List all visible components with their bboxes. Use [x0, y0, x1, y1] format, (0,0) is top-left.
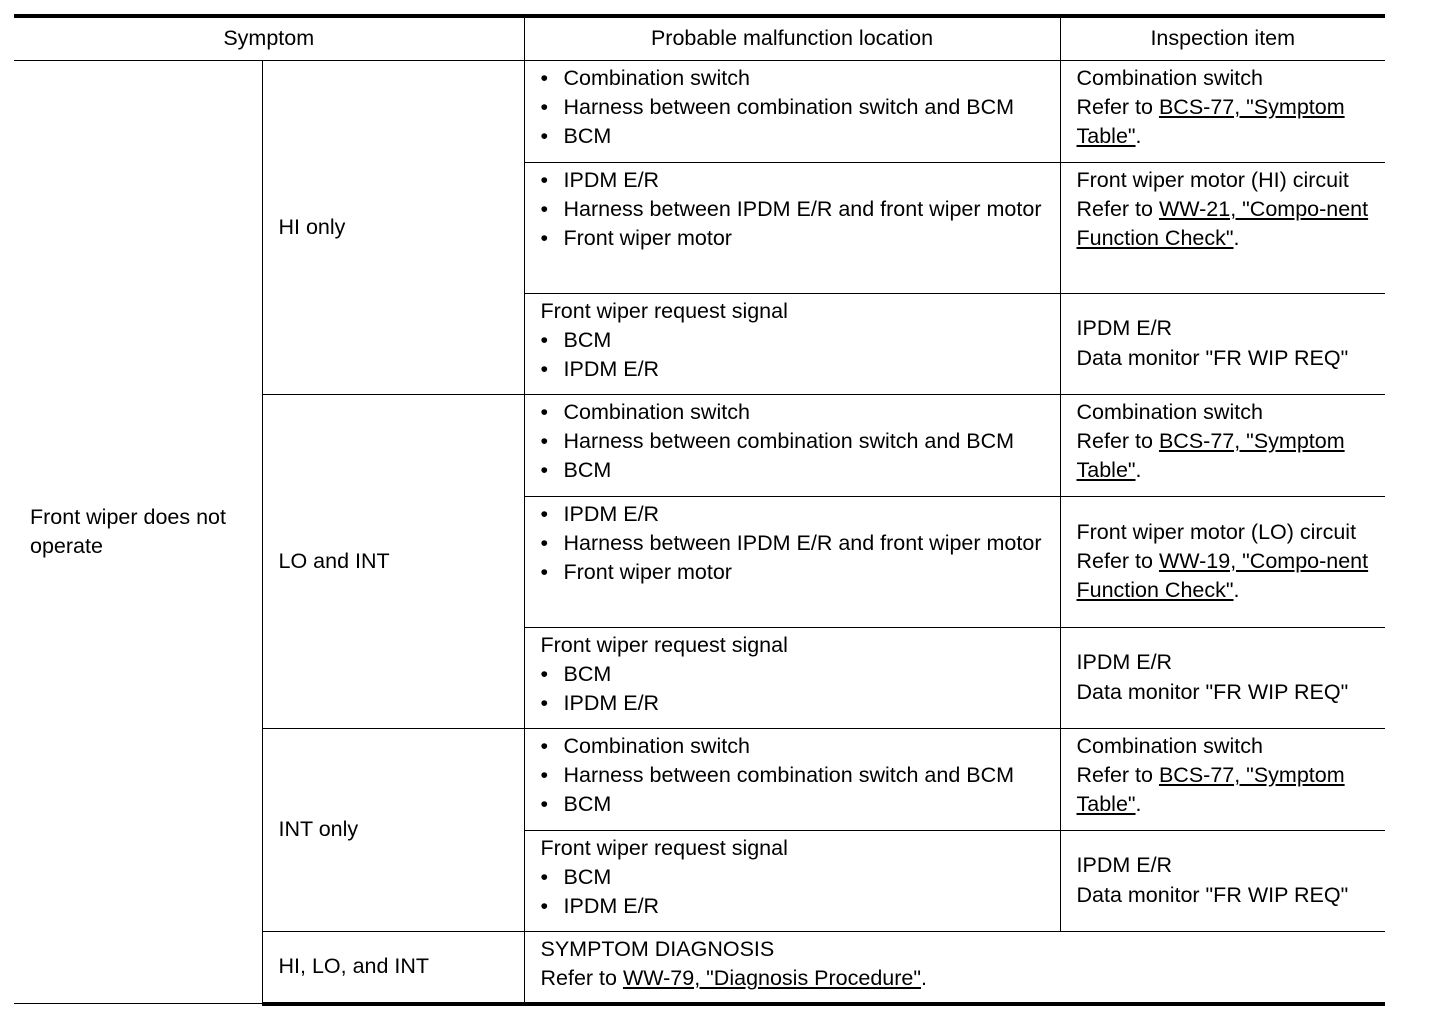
- refer-suffix: .: [1233, 226, 1240, 251]
- diagnosis-refer: [541, 964, 1380, 993]
- inspection-cell: [1060, 628, 1385, 729]
- inspection-title: IPDM E/R: [1076, 650, 1173, 675]
- condition-cell: HI, LO, and INT: [262, 932, 524, 1004]
- inspection-title: Combination switch: [1076, 734, 1263, 758]
- location-cell: [524, 294, 1060, 395]
- list-item: • Harness between combination switch and BCM: [541, 427, 1054, 456]
- list-item: • Harness between IPDM E/R and front wiper motor: [541, 529, 1054, 558]
- reference-link[interactable]: BCS-77, "Symptom Table": [1076, 763, 1345, 817]
- header-inspection: Inspection item: [1060, 16, 1385, 61]
- refer-suffix: .: [1135, 124, 1142, 149]
- symptom-table: [14, 14, 1385, 1006]
- list-item: • Combination switch: [541, 398, 1054, 427]
- inspection-refer: [1077, 761, 1382, 819]
- location-list: [541, 64, 1054, 152]
- location-intro: Front wiper request signal: [540, 836, 788, 860]
- inspection-detail: Data monitor "FR WIP REQ": [1076, 882, 1349, 907]
- location-cell: [524, 628, 1060, 729]
- list-item: • BCM: [541, 456, 1054, 485]
- location-list: [541, 398, 1054, 486]
- refer-suffix: .: [1135, 458, 1142, 483]
- list-item: • Combination switch: [541, 64, 1054, 93]
- refer-prefix: Refer to: [1076, 548, 1159, 573]
- merged-cell: [524, 932, 1385, 1004]
- location-cell: [524, 395, 1060, 497]
- reference-link[interactable]: BCS-77, "Symptom Table": [1076, 429, 1345, 483]
- reference-link[interactable]: WW-19, "Compo-nent Function Check": [1076, 548, 1369, 603]
- refer-prefix: Refer to: [1076, 429, 1159, 454]
- inspection-cell: [1060, 395, 1385, 497]
- list-item: • Harness between combination switch and BCM: [541, 93, 1054, 122]
- location-list: [541, 732, 1054, 820]
- location-intro: Front wiper request signal: [540, 633, 788, 657]
- inspection-refer: [1077, 427, 1382, 485]
- reference-link[interactable]: BCS-77, "Symptom Table": [1076, 95, 1345, 149]
- location-list: [541, 500, 1054, 588]
- location-cell: [524, 163, 1060, 294]
- refer-prefix: Refer to: [1076, 95, 1159, 120]
- header-location: Probable malfunction location: [524, 16, 1060, 61]
- list-item: • BCM: [541, 122, 1054, 151]
- inspection-cell: [1060, 163, 1385, 294]
- location-intro: Front wiper request signal: [540, 299, 788, 323]
- inspection-detail: Data monitor "FR WIP REQ": [1076, 679, 1349, 704]
- list-item: • IPDM E/R: [541, 892, 1054, 921]
- refer-suffix: .: [1135, 792, 1142, 817]
- header-symptom: Symptom: [14, 16, 524, 61]
- list-item: • BCM: [541, 790, 1054, 819]
- list-item: • Harness between combination switch and BCM: [541, 761, 1054, 790]
- location-list: [541, 166, 1054, 254]
- list-item: • IPDM E/R: [541, 500, 1054, 529]
- inspection-cell: [1060, 61, 1385, 163]
- inspection-title: Combination switch: [1076, 66, 1263, 90]
- inspection-title: IPDM E/R: [1076, 316, 1173, 341]
- location-cell: [524, 831, 1060, 932]
- refer-prefix: Refer to: [540, 966, 623, 991]
- symptom-cell: Front wiper does not operate: [14, 61, 262, 1004]
- list-item: • BCM: [541, 660, 1054, 689]
- inspection-cell: [1060, 294, 1385, 395]
- refer-suffix: .: [921, 966, 927, 991]
- list-item: • Front wiper motor: [541, 224, 1054, 253]
- location-list: [541, 660, 1054, 718]
- condition-cell: LO and INT: [262, 395, 524, 729]
- list-item: • BCM: [541, 326, 1054, 355]
- list-item: • IPDM E/R: [541, 689, 1054, 718]
- inspection-cell: [1060, 497, 1385, 628]
- location-cell: [524, 729, 1060, 831]
- refer-prefix: Refer to: [1076, 763, 1159, 788]
- refer-suffix: .: [1233, 578, 1240, 603]
- inspection-detail: Data monitor "FR WIP REQ": [1076, 345, 1349, 370]
- inspection-title: IPDM E/R: [1076, 853, 1173, 878]
- inspection-title: Front wiper motor (LO) circuit: [1076, 519, 1357, 544]
- list-item: • IPDM E/R: [541, 166, 1054, 195]
- reference-link[interactable]: WW-79, "Diagnosis Procedure": [622, 966, 922, 991]
- inspection-refer: [1077, 195, 1382, 253]
- inspection-title: Front wiper motor (HI) circuit: [1076, 168, 1349, 192]
- list-item: • BCM: [541, 863, 1054, 892]
- table-row: [14, 61, 1385, 163]
- inspection-title: Combination switch: [1076, 400, 1263, 424]
- inspection-cell: [1060, 831, 1385, 932]
- inspection-refer: [1077, 93, 1382, 151]
- list-item: • Combination switch: [541, 732, 1054, 761]
- inspection-refer: [1077, 547, 1382, 605]
- header-row: [14, 16, 1385, 61]
- list-item: • Harness between IPDM E/R and front wiper motor: [541, 195, 1054, 224]
- inspection-cell: [1060, 729, 1385, 831]
- location-cell: [524, 497, 1060, 628]
- refer-prefix: Refer to: [1076, 197, 1159, 222]
- reference-link[interactable]: WW-21, "Compo-nent Function Check": [1076, 197, 1369, 251]
- location-cell: [524, 61, 1060, 163]
- diagnosis-title: SYMPTOM DIAGNOSIS: [540, 937, 775, 961]
- location-list: [541, 326, 1054, 384]
- list-item: • IPDM E/R: [541, 355, 1054, 384]
- condition-cell: HI only: [262, 61, 524, 395]
- location-list: [541, 863, 1054, 921]
- list-item: • Front wiper motor: [541, 558, 1054, 587]
- condition-cell: INT only: [262, 729, 524, 932]
